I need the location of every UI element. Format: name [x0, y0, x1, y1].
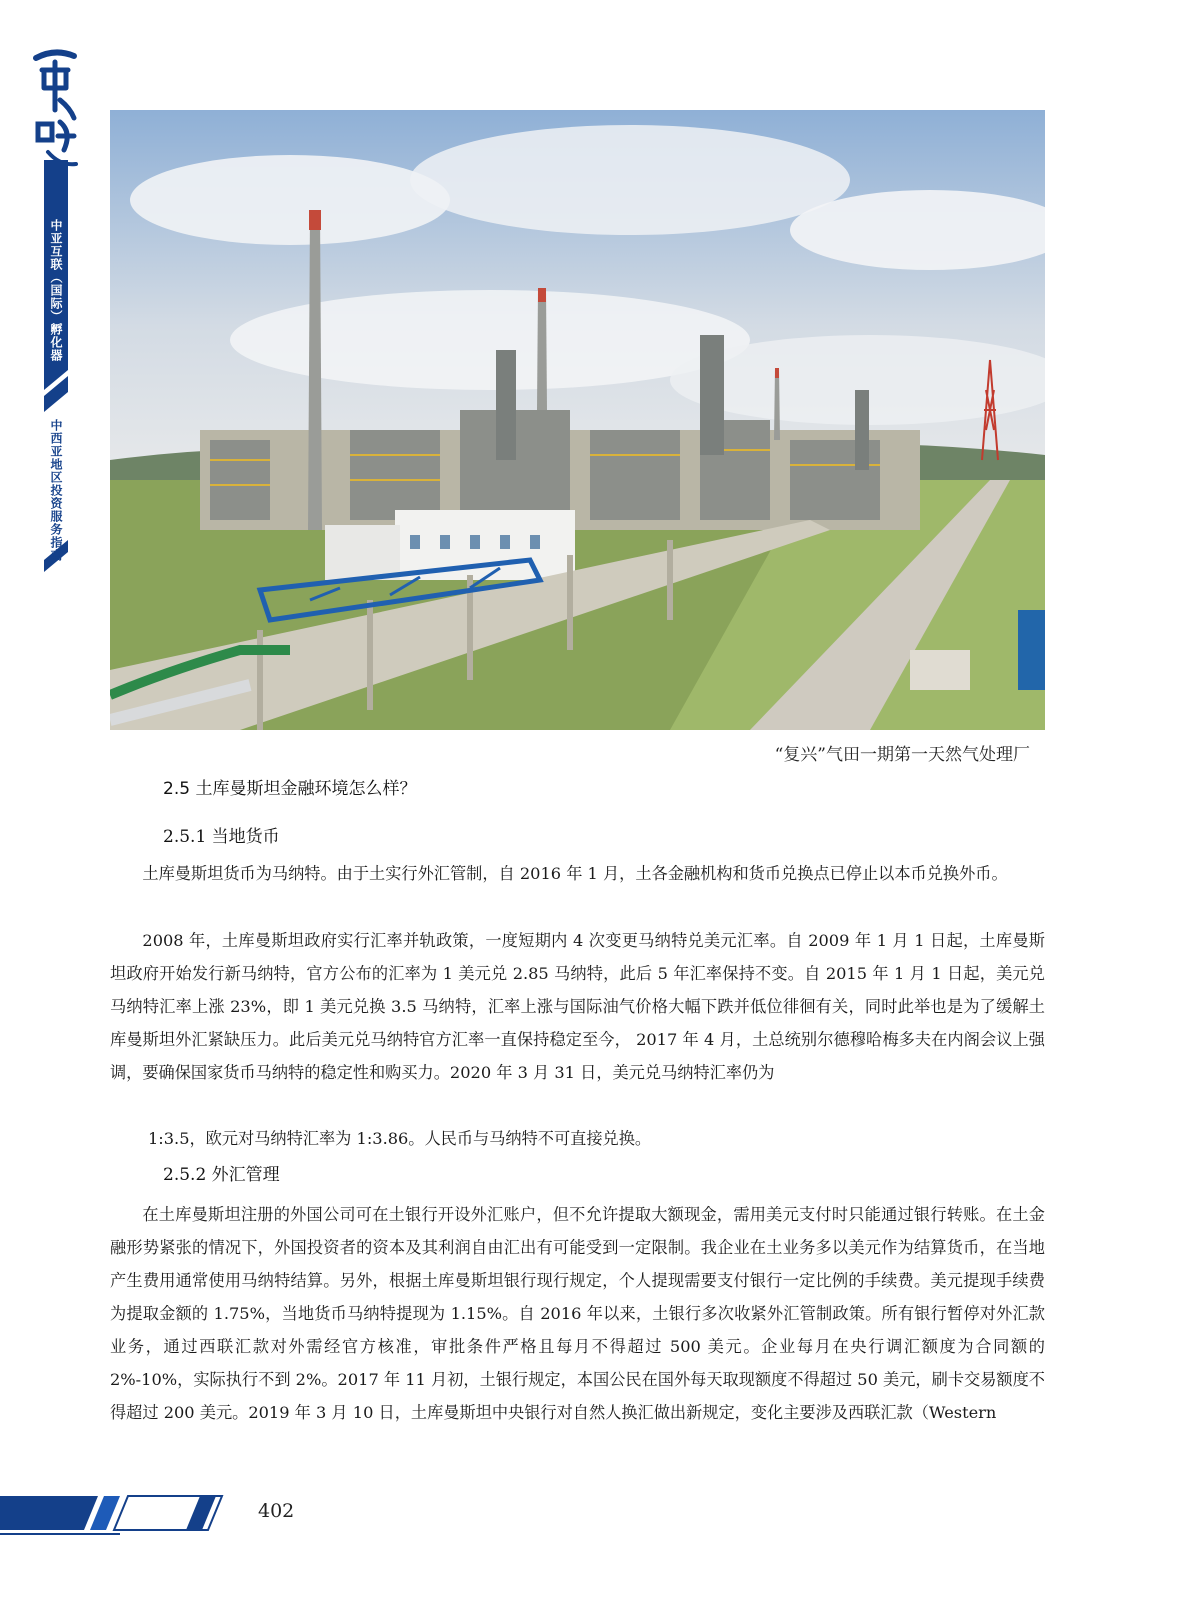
section-heading: 2.5 土库曼斯坦金融环境怎么样？: [163, 779, 417, 799]
footer-stripes: [0, 1490, 230, 1536]
yidaiyilu-logo-icon: [30, 40, 80, 170]
gas-plant-photo: [110, 110, 1045, 730]
side-title-incubator: 中亚互联（国际）孵化器: [49, 218, 63, 362]
paragraph-forex-1: 在土库曼斯坦注册的外国公司可在土银行开设外汇账户，但不允许提取大额现金，需用美元支付时只能通过银行转账。在土金融形势紧张的情况下，外国投资者的资本及其利润自由汇出有可能受到一定限制。我企业在土业务多以美元作为结算货币，在当地产生费用通常使用马纳特结算。另外，根据土库曼斯坦银行现行规定，个人提现需要支付银行一定比例的手续费。美元提现手续费为提取金额的 1.75%，当地货币马纳特提现为 1.15%。自 2016 年以来，土银行多次收紧外汇管制政策。所有银行暂停对外汇款业务，通过西联汇款对外需经官方核准，审批条件严格且每月不得超过 500 美元。企业每月在央行调汇额度为合同额的 2%-10%，实际执行不到 2%。2017 年 11 月初，土银行规定，本国公民在国外每天取现额度不得超过 50 美元，刷卡交易额度不得超过 200 美元。2019 年 3 月 10 日，土库曼斯坦中央银行对自然人换汇做出新规定，变化主要涉及西联汇款（Western: [110, 1205, 1045, 1422]
photo-caption: “复兴”气田一期第一天然气处理厂: [774, 745, 1030, 765]
paragraph-currency-2: 2008 年，土库曼斯坦政府实行汇率并轨政策，一度短期内 4 次变更马纳特兑美元汇率。自 2009 年 1 月 1 日起，土库曼斯坦政府开始发行新马纳特，官方公布的汇率为 1 美元兑 2.85 马纳特，此后 5 年汇率保持不变。自 2015 年 1 月 1 日起，美元兑马纳特汇率上涨 23%，即 1 美元兑换 3.5 马纳特，汇率上涨与国际油气价格大幅下跌并低位徘徊有关，同时此举也是为了缓解土库曼斯坦外汇紧缺压力。此后美元兑马纳特官方汇率一直保持稳定至今， 2017 年 4 月，土总统别尔德穆哈梅多夫在内阁会议上强调，要确保国家货币马纳特的稳定性和购买力。2020 年 3 月 31 日，美元兑马纳特汇率仍为: [110, 931, 1045, 1082]
gas-plant-illustration: [110, 110, 1045, 730]
paragraph-currency-3: 1:3.5，欧元对马纳特汇率为 1:3.86。人民币与马纳特不可直接兑换。: [148, 1129, 652, 1148]
page-number: 402: [258, 1500, 295, 1522]
paragraph-currency-1: 土库曼斯坦货币为马纳特。由于土实行外汇管制，自 2016 年 1 月，土各金融机构和货币兑换点已停止以本币兑换外币。: [142, 864, 1008, 883]
subsection-heading-currency: 2.5.1 当地货币: [163, 827, 280, 847]
side-title-guide: 中西亚地区投资服务指南: [49, 418, 63, 562]
subsection-heading-forex: 2.5.2 外汇管理: [163, 1165, 280, 1185]
